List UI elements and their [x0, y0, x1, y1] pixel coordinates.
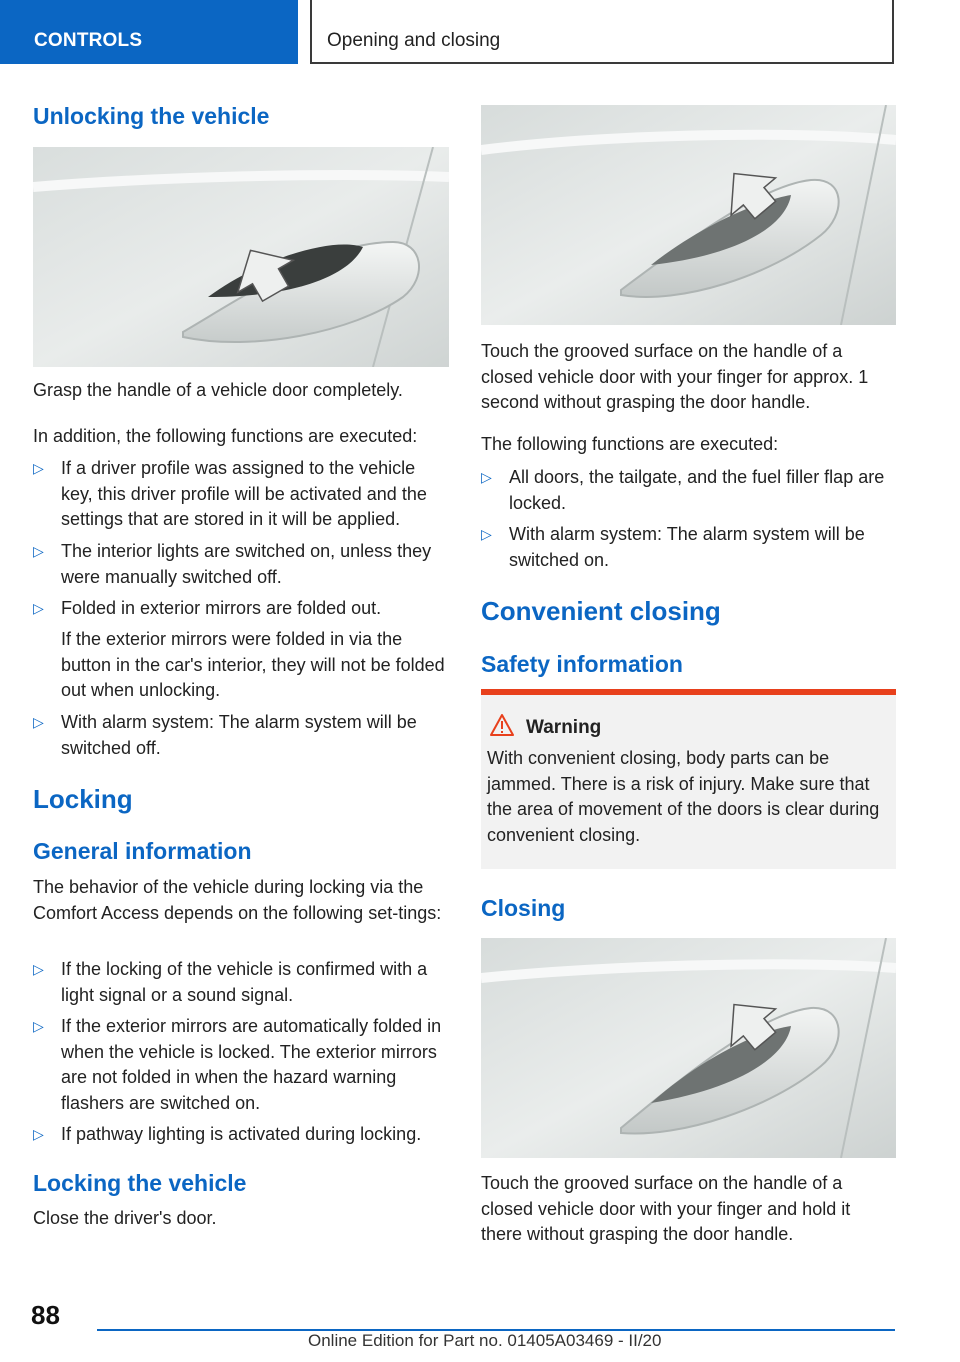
list-item: ▷ With alarm system: The alarm system will be switched on.	[481, 524, 865, 570]
convenient-closing-heading: Convenient closing	[481, 596, 721, 626]
chapter-tab	[310, 0, 894, 64]
functions-paragraph: The following functions are executed:	[481, 434, 779, 454]
triangle-bullet-icon: ▷	[481, 469, 492, 485]
closing-paragraph: Touch the grooved surface on the handle of a closed vehicle door with your finger and hold it there without grasping the door handle.	[481, 1173, 851, 1244]
list-item: ▷ With alarm system: The alarm system will be switched off.	[33, 712, 417, 758]
locking-vehicle-paragraph: Close the driver's door.	[33, 1208, 217, 1228]
triangle-bullet-icon: ▷	[33, 1126, 44, 1142]
warning-title: Warning	[526, 717, 602, 738]
door-handle-image-touch	[481, 105, 896, 325]
list-item: ▷ If the locking of the vehicle is confirmed with a light signal or a sound signal.	[33, 959, 428, 1005]
list-item: ▷ If the exterior mirrors are automatically folded in when the vehicle is locked. The exterior mirrors are not folded in when the hazard warning flashers are switched on.	[33, 1016, 442, 1113]
mirror-note: If the exterior mirrors were folded in via the button in the car's interior, they will not be folded out when unlocking.	[61, 629, 445, 700]
list-item: ▷ The interior lights are switched on, unless they were manually switched off.	[33, 541, 432, 587]
triangle-bullet-icon: ▷	[33, 460, 44, 476]
warning-triangle-icon	[489, 713, 515, 742]
warning-box	[481, 689, 896, 869]
safety-information-heading: Safety information	[481, 651, 683, 677]
touch-paragraph: Touch the grooved surface on the handle of a closed vehicle door with your finger for approx. 1 second without grasping the door handle.	[481, 341, 869, 412]
general-information-heading: General information	[33, 838, 252, 864]
triangle-bullet-icon: ▷	[33, 600, 44, 616]
triangle-bullet-icon: ▷	[33, 543, 44, 559]
list-item: ▷ All doors, the tailgate, and the fuel filler flap are locked.	[481, 467, 885, 513]
door-handle-image-grasp	[33, 147, 449, 367]
warning-text: With convenient closing, body parts can be jammed. There is a risk of injury. Make sure that the area of movement of the doors is clear during convenient closing.	[487, 748, 880, 845]
triangle-bullet-icon: ▷	[33, 1018, 44, 1034]
chapter-title: Opening and closing	[327, 30, 501, 51]
edition-text: Online Edition for Part no. 01405A03469 - II/20	[308, 1331, 662, 1350]
locking-heading: Locking	[33, 784, 133, 814]
page-number: 88	[31, 1300, 60, 1330]
triangle-bullet-icon: ▷	[33, 714, 44, 730]
section-title: CONTROLS	[34, 30, 143, 51]
door-handle-image-hold	[481, 938, 896, 1158]
unlocking-paragraph-2: In addition, the following functions are executed:	[33, 426, 418, 446]
triangle-bullet-icon: ▷	[481, 526, 492, 542]
closing-heading: Closing	[481, 895, 566, 921]
unlocking-heading: Unlocking the vehicle	[33, 103, 270, 129]
list-item: ▷ If a driver profile was assigned to the vehicle key, this driver profile will be activated and the settings that are stored in it will be applied.	[33, 458, 427, 529]
locking-vehicle-heading: Locking the vehicle	[33, 1170, 247, 1196]
list-item: ▷ If pathway lighting is activated during locking.	[33, 1122, 449, 1148]
unlocking-paragraph-1: Grasp the handle of a vehicle door completely.	[33, 380, 403, 400]
triangle-bullet-icon: ▷	[33, 961, 44, 977]
general-paragraph: The behavior of the vehicle during locking via the Comfort Access depends on the following set-tings:	[33, 877, 442, 923]
section-tab	[0, 0, 298, 64]
list-item: ▷ Folded in exterior mirrors are folded out.	[33, 596, 449, 622]
